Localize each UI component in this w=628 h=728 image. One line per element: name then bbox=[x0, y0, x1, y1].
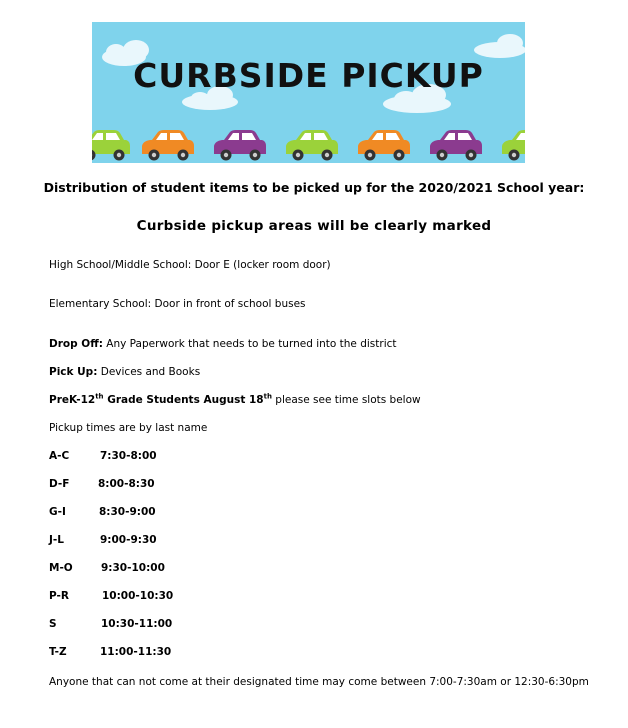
page-heading: Distribution of student items to be picked up for the 2020/2021 School year: bbox=[43, 180, 585, 195]
car-icon bbox=[358, 130, 410, 161]
grades-sup1: th bbox=[95, 392, 104, 401]
cloud-icon bbox=[474, 34, 525, 58]
slot-time: 8:30-9:00 bbox=[99, 506, 156, 518]
slot-time: 11:00-11:30 bbox=[100, 646, 172, 658]
grades-rest: please see time slots below bbox=[271, 394, 421, 406]
slot-letters: T-Z bbox=[49, 646, 67, 658]
slot-letters: M-O bbox=[49, 562, 73, 574]
car-icon bbox=[502, 130, 525, 161]
slot-letters: J-L bbox=[49, 534, 64, 546]
footer-note: Anyone that can not come at their designated time may come between 7:00-7:30am or 12:30-6:30pm bbox=[49, 676, 589, 688]
pickup-note: Pickup times are by last name bbox=[49, 422, 208, 434]
slot-letters: G-I bbox=[49, 506, 66, 518]
slot-time: 10:00-10:30 bbox=[102, 590, 174, 602]
pickup-line bbox=[49, 366, 200, 378]
grades-line bbox=[49, 394, 421, 406]
page-subheading: Curbside pickup areas will be clearly marked bbox=[136, 218, 492, 234]
pickup-text: Devices and Books bbox=[100, 366, 201, 378]
slot-letters: P-R bbox=[49, 590, 69, 602]
pickup-label: Pick Up: bbox=[49, 366, 98, 378]
grades-part1: PreK-12 bbox=[49, 394, 96, 406]
slot-time: 7:30-8:00 bbox=[100, 450, 157, 462]
car-icon bbox=[142, 130, 194, 161]
dropoff-text: Any Paperwork that needs to be turned into the district bbox=[106, 338, 397, 350]
slot-letters: A-C bbox=[49, 450, 70, 462]
slot-letters: D-F bbox=[49, 478, 70, 490]
banner-title: CURBSIDE PICKUP bbox=[133, 56, 484, 95]
car-icon bbox=[286, 130, 338, 161]
slot-letters: S bbox=[49, 618, 57, 630]
slot-time: 10:30-11:00 bbox=[101, 618, 173, 630]
dropoff-line bbox=[49, 338, 397, 350]
slot-time: 8:00-8:30 bbox=[98, 478, 155, 490]
slot-time: 9:30-10:00 bbox=[101, 562, 165, 574]
dropoff-label: Drop Off: bbox=[49, 338, 103, 350]
location-high-middle: High School/Middle School: Door E (locker room door) bbox=[49, 259, 331, 271]
grades-part2: Grade Students August 18 bbox=[103, 394, 264, 406]
slot-time: 9:00-9:30 bbox=[100, 534, 157, 546]
car-icon bbox=[430, 130, 482, 161]
location-elementary: Elementary School: Door in front of school buses bbox=[49, 298, 306, 310]
car-icon bbox=[92, 130, 130, 161]
curbside-banner bbox=[92, 22, 525, 163]
grades-sup2: th bbox=[263, 392, 272, 401]
car-icon bbox=[214, 130, 266, 161]
